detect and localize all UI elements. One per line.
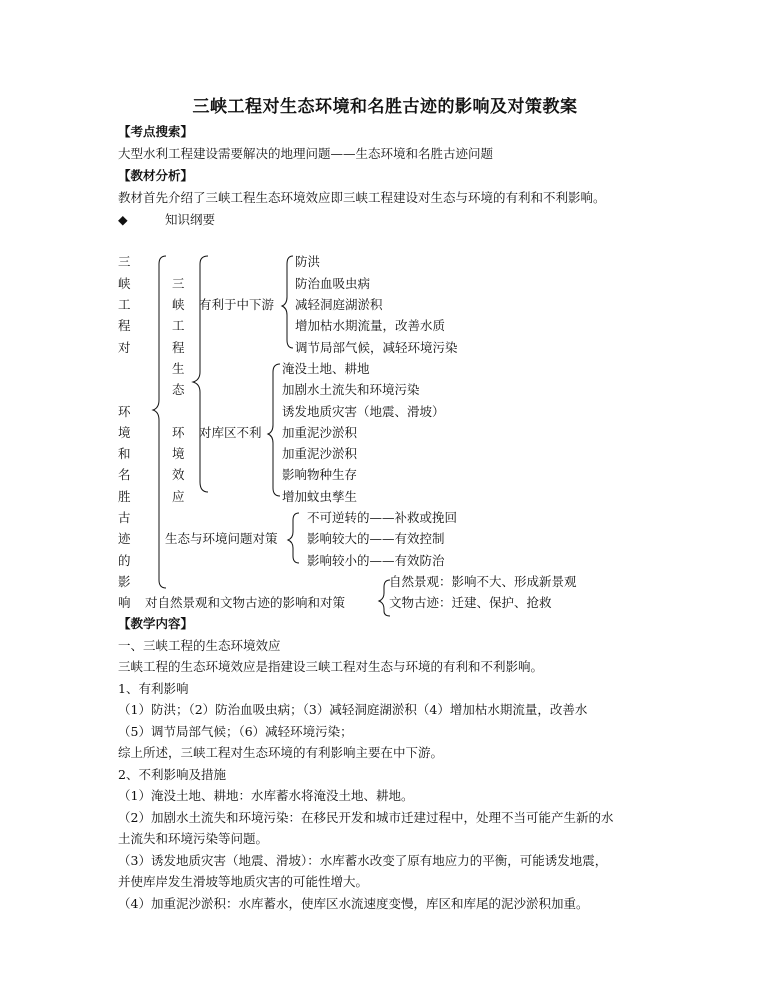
countermeasure-item: 影响较小的——有效防治 (307, 553, 445, 568)
favorable-item: 减轻洞庭湖淤积 (295, 297, 383, 312)
reservoir-item: 加重泥沙淤积 (282, 425, 358, 440)
content-line: （2）加剧水土流失和环境污染：在移民开发和城市迁建过程中，处理不当可能产生新的水 (118, 810, 614, 825)
root-char: 胜 (118, 489, 131, 504)
countermeasure-bracket (288, 513, 299, 563)
root-char: 迹 (118, 531, 131, 546)
reservoir-item: 增加蚊虫孳生 (282, 489, 358, 504)
heritage-item: 自然景观：影响不大、形成新景观 (389, 574, 577, 589)
jiaoxue-heading: 【教学内容】 (118, 616, 194, 631)
effect-char: 程 (172, 340, 185, 355)
reservoir-item: 诱发地质灾害（地震、滑坡） (282, 404, 445, 419)
reservoir-item: 加剧水土流失和环境污染 (282, 382, 420, 397)
content-line: （1）淹没土地、耕地：水库蓄水将淹没土地、耕地。 (118, 788, 414, 803)
favorable-item: 增加枯水期流量，改善水质 (295, 318, 446, 333)
root-char: 峡 (118, 276, 131, 291)
favorable-item: 调节局部气候，减轻环境污染 (295, 340, 458, 355)
root-char: 对 (118, 340, 131, 355)
heritage-label: 对自然景观和文物古迹的影响和对策 (145, 595, 346, 610)
countermeasure-item: 不可逆转的——补救或挽回 (307, 510, 458, 525)
effect-char: 生 (172, 361, 185, 376)
content-line: 2、不利影响及措施 (118, 767, 226, 782)
reservoir-item: 加重泥沙淤积 (282, 446, 358, 461)
page-title: 三峡工程对生态环境和名胜古迹的影响及对策教案 (192, 97, 578, 117)
jiaocai-text: 教材首先介绍了三峡工程生态环境效应即三峡工程建设对生态与环境的有利和不利影响。 (118, 190, 606, 205)
kaodian-text: 大型水利工程建设需要解决的地理问题——生态环境和名胜古迹问题 (118, 146, 494, 161)
effect-char: 工 (172, 318, 185, 333)
countermeasure-label: 生态与环境问题对策 (165, 531, 278, 546)
root-char: 工 (118, 297, 131, 312)
heritage-item: 文物古迹：迁建、保护、抢救 (389, 595, 552, 610)
effect-char: 效 (172, 467, 185, 482)
content-line: 土流失和环境污染等问题。 (118, 831, 269, 846)
root-char: 环 (118, 404, 131, 419)
favorable-bracket (282, 256, 293, 348)
effect-char: 应 (172, 489, 185, 504)
root-char: 程 (118, 318, 131, 333)
reservoir-bracket (268, 364, 280, 496)
effect-char: 境 (172, 446, 185, 461)
root-char: 的 (118, 553, 131, 568)
reservoir-label: 对库区不利 (199, 425, 262, 440)
root-char: 三 (118, 254, 131, 269)
content-line: 综上所述，三峡工程对生态环境的有利影响主要在中下游。 (118, 745, 444, 760)
content-line: （4）加重泥沙淤积：水库蓄水，使库区水流速度变慢，库区和库尾的泥沙淤积加重。 (118, 896, 589, 911)
favorable-item: 防洪 (295, 254, 321, 269)
root-char: 名 (118, 467, 131, 482)
root-char: 古 (118, 510, 131, 525)
outline-heading: 知识纲要 (165, 212, 216, 227)
effect-char: 环 (172, 425, 185, 440)
content-line: 三峡工程的生态环境效应是指建设三峡工程对生态与环境的有利和不利影响。 (118, 659, 544, 674)
content-line: 并使库岸发生滑坡等地质灾害的可能性增大。 (118, 874, 369, 889)
content-line: （3）诱发地质灾害（地震、滑坡）：水库蓄水改变了原有地应力的平衡，可能诱发地震， (118, 853, 608, 868)
effect-bracket (193, 256, 208, 492)
root-char: 和 (118, 446, 131, 461)
diamond-bullet-icon: ◆ (118, 212, 128, 227)
reservoir-item: 淹没土地、耕地 (282, 361, 370, 376)
kaodian-heading: 【考点搜索】 (118, 124, 194, 139)
content-line: 1、有利影响 (118, 681, 189, 696)
content-line: （5）调节局部气候；（6）减轻环境污染； (118, 724, 353, 739)
root-char: 响 (118, 595, 131, 610)
favorable-item: 防治血吸虫病 (295, 276, 371, 291)
effect-char: 三 (172, 276, 185, 291)
favorable-label: 有利于中下游 (199, 297, 275, 312)
effect-char: 峡 (172, 297, 185, 312)
jiaocai-heading: 【教材分析】 (118, 168, 194, 183)
countermeasure-item: 影响较大的——有效控制 (307, 531, 445, 546)
reservoir-item: 影响物种生存 (282, 467, 358, 482)
content-line: （1）防洪；（2）防治血吸虫病；（3）减轻洞庭湖淤积（4）增加枯水期流量，改善水 (118, 702, 588, 717)
root-char: 境 (118, 425, 131, 440)
content-line: 一、三峡工程的生态环境效应 (118, 638, 281, 653)
effect-char: 态 (172, 382, 185, 397)
root-char: 影 (118, 574, 131, 589)
